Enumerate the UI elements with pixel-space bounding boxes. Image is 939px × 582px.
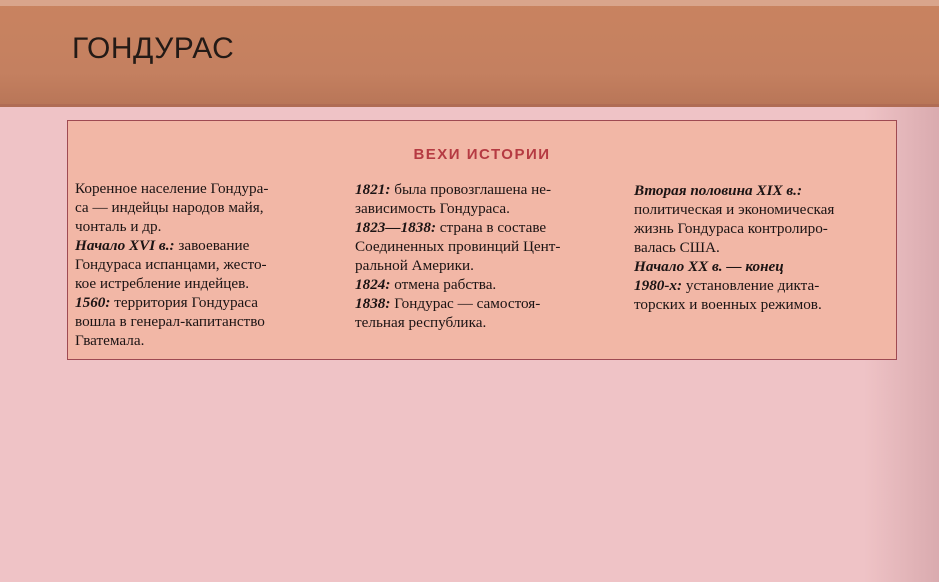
milestones-column-2 bbox=[355, 180, 610, 332]
milestones-column-1 bbox=[75, 179, 320, 350]
column-3-line-7: торских и военных режимов. bbox=[634, 296, 822, 313]
column-1-line-4: Начало XVI в.: завоевание bbox=[75, 237, 250, 254]
page-title: ГОНДУРАС bbox=[72, 32, 235, 65]
column-1-line-7: 1560: территория Гондураса bbox=[75, 294, 258, 311]
column-2-line-5: ральной Америки. bbox=[355, 257, 474, 274]
column-2-line-6: 1824: отмена рабства. bbox=[355, 276, 497, 293]
column-1-line-6: кое истребление индейцев. bbox=[75, 275, 250, 292]
column-3-line-4: валась США. bbox=[634, 239, 720, 256]
column-1-line-1: Коренное население Гондура- bbox=[75, 180, 269, 197]
column-3-line-2: политическая и экономическая bbox=[634, 201, 835, 218]
column-3-line-3: жизнь Гондураса контролиро- bbox=[634, 220, 828, 237]
column-1-line-2: са — индейцы народов майя, bbox=[75, 199, 264, 216]
column-1-line-5: Гондураса испанцами, жесто- bbox=[75, 256, 267, 273]
milestones-heading: ВЕХИ ИСТОРИИ bbox=[413, 146, 551, 163]
column-1-line-9: Гватемала. bbox=[75, 332, 145, 349]
history-milestones-box bbox=[67, 120, 897, 360]
column-3-line-6: 1980-х: установление дикта- bbox=[634, 277, 820, 294]
header-band bbox=[0, 0, 939, 107]
column-2-line-8: тельная республика. bbox=[355, 314, 487, 331]
column-3-line-5: Начало XX в. — конец bbox=[634, 258, 784, 275]
column-3-line-1: Вторая половина XIX в.: bbox=[634, 182, 803, 199]
milestones-column-3 bbox=[634, 181, 896, 314]
column-2-line-1: 1821: была провозглашена не- bbox=[355, 181, 552, 198]
column-2-line-4: Соединенных провинций Цент- bbox=[355, 238, 561, 255]
column-2-line-2: зависимость Гондураса. bbox=[355, 200, 510, 217]
column-1-line-3: чонталь и др. bbox=[75, 218, 162, 235]
header-top-strip bbox=[0, 0, 939, 6]
column-2-line-7: 1838: Гондурас — самостоя- bbox=[355, 295, 541, 312]
column-2-line-3: 1823—1838: страна в составе bbox=[355, 219, 547, 236]
column-1-line-8: вошла в генерал-капитанство bbox=[75, 313, 265, 330]
